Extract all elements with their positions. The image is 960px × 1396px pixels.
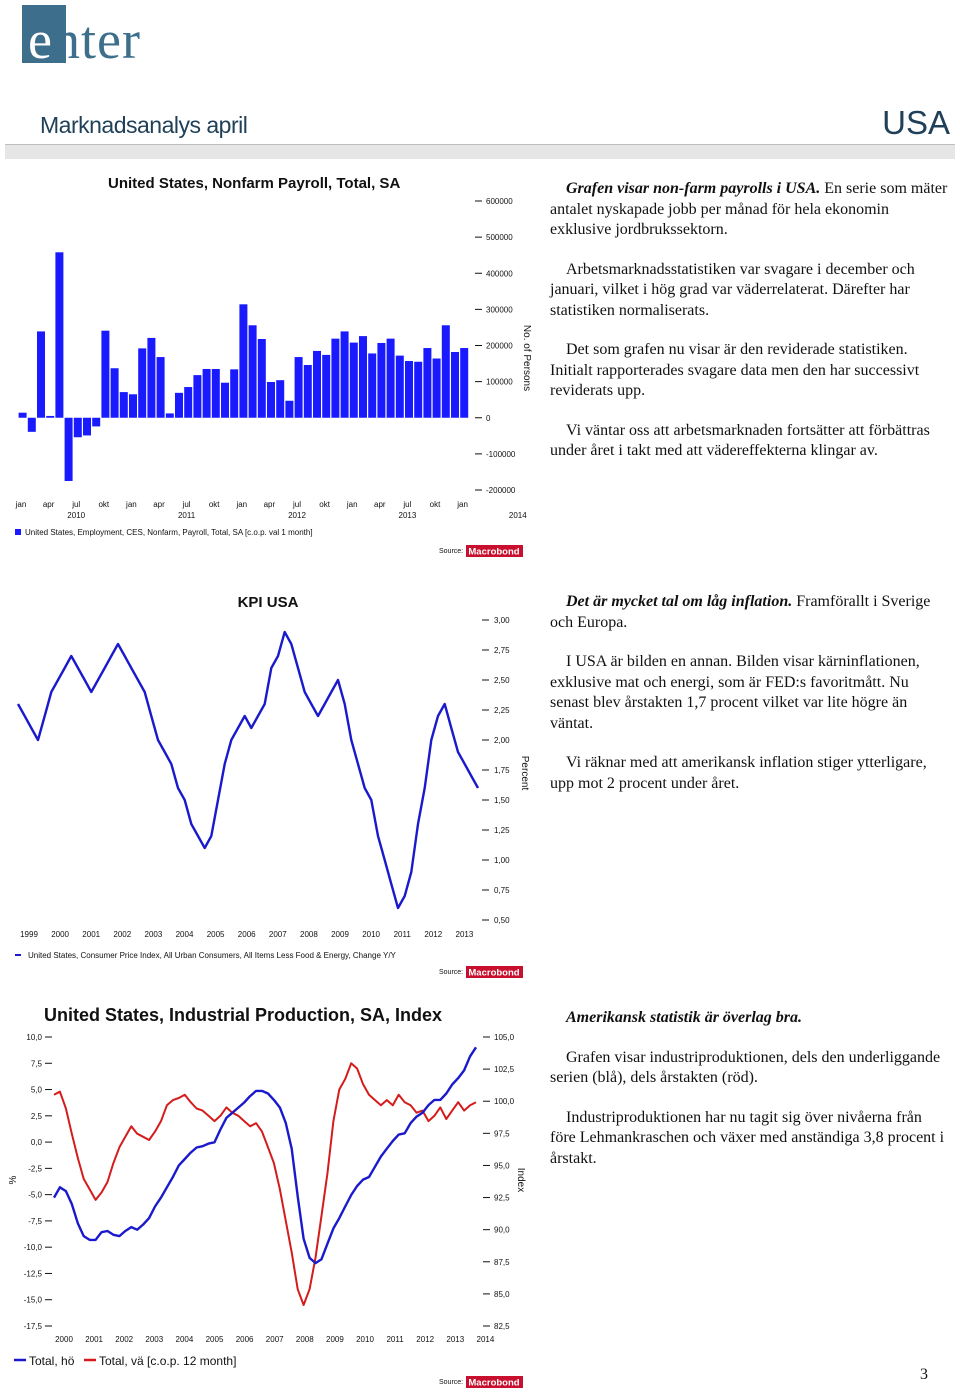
- y-tick-label: 90,0: [494, 1225, 510, 1235]
- y-tick-label: 400000: [486, 269, 513, 279]
- x-tick-label: 2001: [85, 1335, 103, 1344]
- y-tick-label: 0: [486, 413, 491, 423]
- source-label: Source:: [439, 548, 464, 555]
- header-divider: [5, 144, 955, 159]
- y-tick-label: -200000: [486, 486, 516, 495]
- chart-title: KPI USA: [237, 594, 299, 611]
- source-label: Source:: [439, 1379, 464, 1386]
- bar: [166, 413, 174, 417]
- x-tick-label: 2004: [175, 930, 194, 939]
- bar: [175, 393, 183, 418]
- y-axis-label: No. of Persons: [521, 324, 532, 392]
- y-tick-label: 95,0: [494, 1161, 510, 1171]
- bar: [258, 339, 266, 418]
- x-tick-label: 2005: [206, 930, 225, 939]
- source-brand: Macrobond: [468, 967, 520, 979]
- x-tick-label: 2010: [362, 930, 380, 939]
- y-axis-right-label: Index: [515, 1167, 526, 1193]
- legend-label: United States, Employment, CES, Nonfarm, Payroll, Total, SA [c.o.p. val 1 month]: [25, 528, 313, 537]
- logo: [28, 0, 141, 80]
- paragraph: [550, 421, 950, 462]
- y-tick-label: 97,5: [494, 1129, 510, 1139]
- page-number: 3: [920, 1366, 928, 1383]
- x-tick-label: okt: [319, 500, 330, 509]
- x-tick-label: 2013: [446, 1335, 465, 1344]
- x-tick-label: apr: [263, 500, 276, 509]
- bar: [184, 387, 192, 418]
- chart-industrial-production: [8, 1000, 538, 1392]
- bar: [359, 336, 367, 418]
- section-3-text: [550, 1008, 950, 1188]
- legend-swatch: [15, 529, 21, 535]
- bar: [74, 418, 82, 438]
- paragraph: [550, 592, 950, 633]
- bar: [212, 369, 220, 418]
- x-tick-label: 2006: [237, 930, 256, 939]
- legend-label: United States, Consumer Price Index, All Urban Consumers, All Items Less Food & Energy, Change Y/Y: [28, 951, 396, 960]
- y-tick-label: -10,0: [23, 1243, 42, 1253]
- bar: [129, 394, 137, 417]
- x-tick-label: 2013: [455, 930, 474, 939]
- bar: [396, 356, 404, 418]
- x-tick-label: 2003: [144, 930, 163, 939]
- x-tick-label: okt: [98, 500, 110, 509]
- x-tick-label: 1999: [20, 930, 38, 939]
- y-tick-label: -15,0: [23, 1295, 42, 1305]
- bar: [341, 331, 349, 417]
- paragraph: [550, 753, 950, 794]
- bar: [193, 375, 201, 418]
- country-title: USA: [882, 104, 950, 141]
- series-cpi-line: [18, 632, 478, 908]
- series-yoy-line: [54, 1063, 476, 1305]
- bar: [111, 368, 119, 417]
- chart-title: United States, Industrial Production, SA, Index: [44, 1005, 443, 1025]
- x-tick-label: jan: [15, 500, 27, 509]
- x-tick-label: jan: [457, 500, 468, 509]
- bar: [313, 351, 321, 418]
- y-tick-label: 1,00: [494, 856, 510, 865]
- bar: [331, 339, 339, 418]
- y-tick-label: 10,0: [26, 1033, 42, 1042]
- section-1-text: [550, 179, 950, 481]
- bar: [37, 331, 45, 417]
- y-tick-label: 1,25: [494, 826, 510, 835]
- bar: [460, 348, 468, 418]
- bar: [387, 339, 395, 418]
- x-tick-label: jan: [346, 500, 358, 509]
- bar: [83, 418, 91, 436]
- bar: [221, 383, 229, 418]
- bar: [120, 392, 128, 418]
- paragraph: [550, 1008, 950, 1029]
- bar: [304, 365, 312, 418]
- chart-title: United States, Nonfarm Payroll, Total, SA: [108, 175, 401, 192]
- bar: [249, 325, 257, 417]
- x-tick-label: okt: [429, 500, 441, 509]
- body-text: Framförallt i Sverige och Europa.: [550, 593, 931, 631]
- bar: [147, 338, 155, 418]
- x-tick-label: 2003: [145, 1335, 164, 1344]
- y-tick-label: 87,5: [494, 1257, 510, 1267]
- y-tick-label: 92,5: [494, 1193, 510, 1203]
- body-text: En serie som mäter antalet nyskapade jobb per månad för hela ekonomin exklusive jordbrukssektorn.: [550, 180, 948, 238]
- body-text: I USA är bilden en annan. Bilden visar kärninflationen, exklusive mat och energi, som är FED:s favoritmått. Nu senast blev årstakten 1,7 procent vilket var lite högre än väntat.: [550, 653, 920, 732]
- x-tick-label: 2011: [393, 930, 411, 939]
- y-tick-label: 2,25: [494, 706, 510, 715]
- y-tick-label: 3,00: [494, 616, 510, 625]
- y-axis-left-label: %: [8, 1175, 19, 1185]
- bar: [442, 325, 450, 417]
- bar: [28, 418, 36, 432]
- source-label: Source:: [439, 969, 464, 976]
- paragraph: [550, 1108, 950, 1170]
- y-tick-label: 85,0: [494, 1289, 510, 1299]
- bar: [138, 348, 146, 417]
- bar: [276, 380, 284, 418]
- x-tick-label: jan: [236, 500, 248, 509]
- lead-text: Grafen visar non-farm payrolls i USA.: [566, 180, 821, 197]
- x-year-label: 2012: [288, 511, 306, 520]
- bar: [19, 413, 27, 418]
- body-text: Grafen visar industriproduktionen, dels den underliggande serien (blå), dels årstakten (röd).: [550, 1048, 941, 1086]
- x-tick-label: 2008: [300, 930, 318, 939]
- x-tick-label: 2007: [268, 930, 287, 939]
- x-tick-label: apr: [374, 500, 386, 509]
- x-tick-label: 2008: [295, 1335, 314, 1344]
- y-tick-label: 2,75: [494, 646, 510, 655]
- bar: [368, 353, 376, 417]
- logo-rest: nter: [52, 10, 141, 70]
- x-year-label: 2013: [398, 511, 417, 520]
- y-tick-label: 82,5: [494, 1322, 510, 1331]
- bar: [295, 357, 303, 418]
- legend-label-2: Total, vä [c.o.p. 12 month]: [99, 1354, 237, 1368]
- x-tick-label: jan: [126, 500, 137, 509]
- source-brand: Macrobond: [468, 1377, 520, 1389]
- y-tick-label: -12,5: [23, 1269, 42, 1279]
- y-tick-label: 600000: [486, 197, 513, 206]
- y-tick-label: 7,5: [30, 1059, 42, 1069]
- y-tick-label: 100000: [486, 377, 513, 387]
- source-brand: Macrobond: [468, 546, 520, 558]
- paragraph: [550, 179, 950, 241]
- x-tick-label: 2009: [331, 930, 349, 939]
- page-title: Marknadsanalys april: [40, 112, 248, 138]
- x-tick-label: 2002: [113, 930, 132, 939]
- body-text: Industriproduktionen har nu tagit sig över nivåerna från före Lehmankraschen och växer med anständiga 3,8 procent i årstakt.: [550, 1108, 945, 1167]
- y-tick-label: 0,50: [494, 916, 510, 925]
- x-tick-label: 2011: [386, 1335, 404, 1344]
- y-axis-label: Percent: [519, 755, 530, 791]
- x-tick-label: apr: [153, 500, 165, 509]
- x-tick-label: jul: [292, 500, 302, 509]
- legend-label-1: Total, hö: [29, 1354, 75, 1368]
- y-tick-label: 100,0: [494, 1097, 515, 1107]
- y-tick-label: 102,5: [494, 1065, 515, 1075]
- paragraph: [550, 1048, 950, 1089]
- paragraph: [550, 652, 950, 734]
- x-year-label: 2011: [177, 511, 196, 520]
- x-tick-label: jul: [403, 500, 412, 509]
- bar: [92, 418, 100, 427]
- y-tick-label: 1,50: [494, 796, 510, 805]
- y-tick-label: 2,50: [494, 676, 510, 685]
- body-text: Vi väntar oss att arbetsmarknaden fortsätter att förbättras under året i takt med att vädereffekterna klingar av.: [550, 421, 930, 459]
- bar: [377, 343, 385, 418]
- lead-text: Det är mycket tal om låg inflation.: [566, 593, 793, 610]
- y-tick-label: -5,0: [28, 1190, 42, 1200]
- bar: [423, 348, 431, 418]
- x-tick-label: jul: [72, 500, 81, 509]
- bar: [65, 418, 73, 481]
- y-tick-label: 300000: [486, 305, 513, 315]
- x-year-label: 2010: [67, 511, 86, 520]
- y-tick-label: 105,0: [494, 1033, 515, 1042]
- x-tick-label: 2010: [356, 1335, 374, 1344]
- bar: [433, 359, 441, 418]
- body-text: Arbetsmarknadsstatistiken var svagare i december och januari, vilket i hög grad var väderrelaterat. Därefter har statistiken normaliserats.: [550, 260, 915, 319]
- bar: [322, 355, 330, 418]
- x-tick-label: 2012: [416, 1335, 435, 1344]
- y-tick-label: 200000: [486, 341, 513, 351]
- x-tick-label: jul: [182, 500, 191, 509]
- x-tick-label: 2001: [82, 930, 101, 939]
- bar: [285, 401, 293, 418]
- body-text: Det som grafen nu visar är den reviderade statistiken. Initialt rapporterades svagare data men den har successivt reviderats upp.: [550, 341, 920, 399]
- bar: [267, 382, 275, 418]
- bar: [239, 304, 247, 417]
- x-tick-label: 2004: [175, 1335, 194, 1344]
- chart-nonfarm: [8, 168, 538, 563]
- x-tick-label: 2002: [115, 1335, 134, 1344]
- bar: [203, 369, 211, 418]
- y-tick-label: 5,0: [30, 1085, 42, 1095]
- x-tick-label: 2012: [424, 930, 443, 939]
- x-tick-label: 2005: [205, 1335, 224, 1344]
- x-year-label: 2014: [508, 511, 527, 520]
- y-tick-label: 1,75: [494, 766, 510, 775]
- lead-text: Amerikansk statistik är överlag bra.: [566, 1009, 803, 1026]
- x-tick-label: 2006: [235, 1335, 254, 1344]
- x-tick-label: 2014: [476, 1335, 495, 1344]
- section-2-text: [550, 592, 950, 813]
- x-tick-label: 2007: [265, 1335, 284, 1344]
- paragraph: [550, 340, 950, 402]
- y-tick-label: 500000: [486, 233, 513, 243]
- bar: [350, 343, 358, 418]
- y-tick-label: -2,5: [28, 1164, 42, 1174]
- x-tick-label: 2000: [55, 1335, 73, 1344]
- x-tick-label: 2000: [51, 930, 69, 939]
- y-tick-label: 2,00: [494, 736, 510, 745]
- x-tick-label: okt: [208, 500, 220, 509]
- bar: [405, 361, 413, 418]
- y-tick-label: -100000: [486, 449, 516, 459]
- chart-cpi: [8, 590, 538, 985]
- bar: [101, 331, 109, 418]
- bar: [414, 362, 422, 418]
- x-tick-label: apr: [42, 500, 55, 509]
- bar: [451, 352, 459, 418]
- bar: [230, 369, 238, 417]
- y-tick-label: -7,5: [28, 1216, 42, 1226]
- paragraph: [550, 260, 950, 322]
- y-tick-label: -17,5: [23, 1322, 42, 1331]
- bar: [46, 416, 54, 418]
- y-tick-label: 0,75: [494, 886, 510, 895]
- bar: [55, 252, 63, 417]
- body-text: Vi räknar med att amerikansk inflation stiger ytterligare, upp mot 2 procent under året.: [550, 754, 927, 792]
- y-tick-label: 2,5: [30, 1111, 42, 1121]
- x-tick-label: 2009: [326, 1335, 344, 1344]
- y-tick-label: 0,0: [30, 1138, 42, 1148]
- bar: [157, 357, 165, 418]
- logo-first-letter: e: [28, 10, 53, 70]
